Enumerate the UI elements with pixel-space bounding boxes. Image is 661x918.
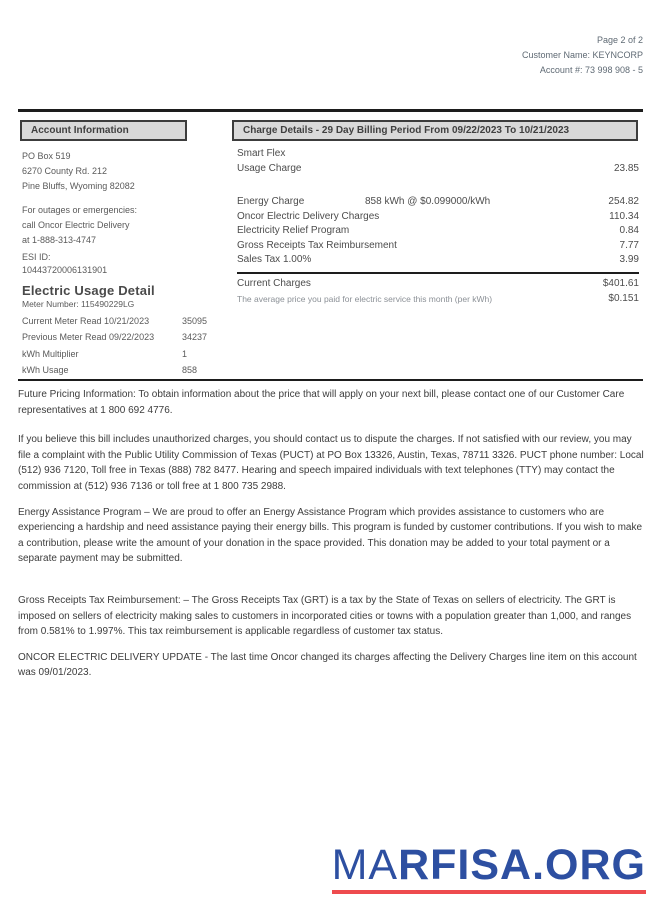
charge-detail: 858 kWh @ $0.099000/kWh bbox=[365, 196, 491, 207]
usage-row-label: Current Meter Read 10/21/2023 bbox=[22, 316, 150, 326]
charge-label: Usage Charge bbox=[237, 162, 302, 174]
usage-row-value: 35095 bbox=[182, 316, 208, 326]
account-information-section bbox=[22, 149, 227, 379]
charge-value: 23.85 bbox=[613, 162, 639, 174]
charge-value: 0.84 bbox=[619, 225, 639, 236]
usage-row bbox=[22, 329, 227, 345]
logo-text-prefix: MA bbox=[331, 841, 399, 889]
charge-row bbox=[237, 224, 639, 239]
usage-row-label: kWh Multiplier bbox=[22, 348, 79, 359]
grt-paragraph: Gross Receipts Tax Reimbursement: – The Gross Receipts Tax (GRT) is a tax by the State of Texas on sellers of electricity. The GRT is imposed on sellers of electricity making sales to customers in incorporated cities or towns with a population greater than 1,000, and ranges from 0.581% to 1.997%. This tax reimbursement is applicable regardless of customer tax status. bbox=[18, 594, 632, 638]
page-number: Page 2 of 2 bbox=[596, 35, 643, 45]
charge-value: 7.77 bbox=[619, 239, 639, 251]
total-divider bbox=[237, 272, 639, 274]
current-charges-label: Current Charges bbox=[237, 277, 311, 289]
usage-row bbox=[22, 362, 227, 378]
usage-row-value: 858 bbox=[182, 365, 198, 376]
charge-value: 110.34 bbox=[609, 210, 639, 222]
plan-name: Smart Flex bbox=[237, 148, 286, 159]
average-price-value: $0.151 bbox=[608, 292, 639, 304]
address-line: Pine Bluffs, Wyoming 82082 bbox=[22, 181, 135, 191]
usage-row bbox=[22, 313, 227, 329]
customer-name: Customer Name: KEYNCORP bbox=[521, 50, 643, 60]
usage-row-value: 1 bbox=[182, 348, 188, 359]
charge-details-title: Charge Details - 29 Day Billing Period From 09/22/2023 To 10/21/2023 bbox=[243, 125, 570, 136]
footer bbox=[332, 843, 646, 894]
charge-label: Electricity Relief Program bbox=[237, 225, 350, 236]
esi-label: ESI ID: bbox=[22, 252, 51, 262]
address-line: PO Box 519 bbox=[22, 151, 71, 161]
current-charges-row bbox=[237, 277, 639, 292]
account-information-title: Account Information bbox=[31, 125, 129, 136]
average-price-label: The average price you paid for electric service this month (per kWh) bbox=[237, 293, 493, 304]
account-information-header bbox=[20, 120, 187, 141]
usage-row bbox=[22, 346, 227, 362]
outage-line: For outages or emergencies: bbox=[22, 205, 138, 215]
usage-row-label: Previous Meter Read 09/22/2023 bbox=[22, 332, 155, 343]
charge-details-section bbox=[237, 147, 639, 307]
informational-text bbox=[18, 387, 646, 681]
charge-row bbox=[237, 239, 639, 254]
outage-contact bbox=[22, 203, 227, 248]
usage-row-label: kWh Usage bbox=[22, 365, 69, 376]
energy-assistance-paragraph: Energy Assistance Program – We are proud to offer an Energy Assistance Program which provides assistance to customers who are experiencing a hardship and need assistance paying their energy bills. This program is funded by customer contributions. If you wish to make a contribution, please write the amount of your donation in the space provided. This donation may be added to your total payment or a separate payment may be submitted. bbox=[18, 506, 643, 565]
outage-line: call Oncor Electric Delivery bbox=[22, 220, 130, 230]
charge-details-header bbox=[232, 120, 638, 141]
electric-usage-detail-title: Electric Usage Detail bbox=[22, 283, 155, 298]
logo-text-rest: RFISA.ORG bbox=[398, 841, 646, 889]
charge-value: 3.99 bbox=[619, 254, 639, 265]
spacer bbox=[237, 176, 639, 195]
top-divider bbox=[18, 109, 643, 112]
usage-charge-row bbox=[237, 162, 639, 177]
account-number: Account #: 73 998 908 - 5 bbox=[539, 65, 643, 75]
future-pricing-paragraph: Future Pricing Information: To obtain information about the price that will apply on your next bill, please contact one of our Customer Care representatives at 1 800 692 4776. bbox=[18, 389, 625, 416]
esi-id bbox=[22, 251, 227, 277]
esi-value: 10443720006131901 bbox=[22, 265, 108, 275]
charge-value: 254.82 bbox=[608, 196, 639, 207]
meter-number: Meter Number: 115490229LG bbox=[22, 299, 135, 309]
usage-row-value: 34237 bbox=[182, 332, 208, 343]
charge-label: Gross Receipts Tax Reimbursement bbox=[237, 239, 397, 251]
charge-label: Sales Tax 1.00% bbox=[237, 254, 312, 265]
marfisa-logo bbox=[332, 843, 646, 894]
outage-line: at 1-888-313-4747 bbox=[22, 235, 97, 245]
mailing-address bbox=[22, 149, 227, 194]
charge-row bbox=[237, 253, 639, 268]
charge-row bbox=[237, 195, 639, 210]
charge-row bbox=[237, 210, 639, 225]
current-charges-value: $401.61 bbox=[602, 277, 639, 289]
charge-label: Oncor Electric Delivery Charges bbox=[237, 210, 380, 222]
puct-complaint-paragraph: If you believe this bill includes unauthorized charges, you should contact us to dispute the charges. If not satisfied with our review, you may file a complaint with the Public Utility Commission of Texas (PUCT) at PO Box 13326, Austin, Texas, 78711 3326. PUCT phone number: Local (512) 936 7120, Toll free in Texas (888) 782 8477. Hearing and speech impaired individuals with text telephones (TTY) may contact the commission at (512) 936 7136 or toll free at 1 800 735 2988. bbox=[18, 434, 644, 492]
charge-label: Energy Charge bbox=[237, 196, 305, 207]
average-price-row bbox=[237, 292, 639, 307]
oncor-update-paragraph: ONCOR ELECTRIC DELIVERY UPDATE - The last time Oncor changed its charges affecting the Delivery Charges line item on this account was 09/01/2023. bbox=[18, 651, 637, 679]
address-line: 6270 County Rd. 212 bbox=[22, 166, 108, 176]
middle-divider bbox=[18, 379, 643, 381]
doc-header bbox=[522, 33, 643, 78]
